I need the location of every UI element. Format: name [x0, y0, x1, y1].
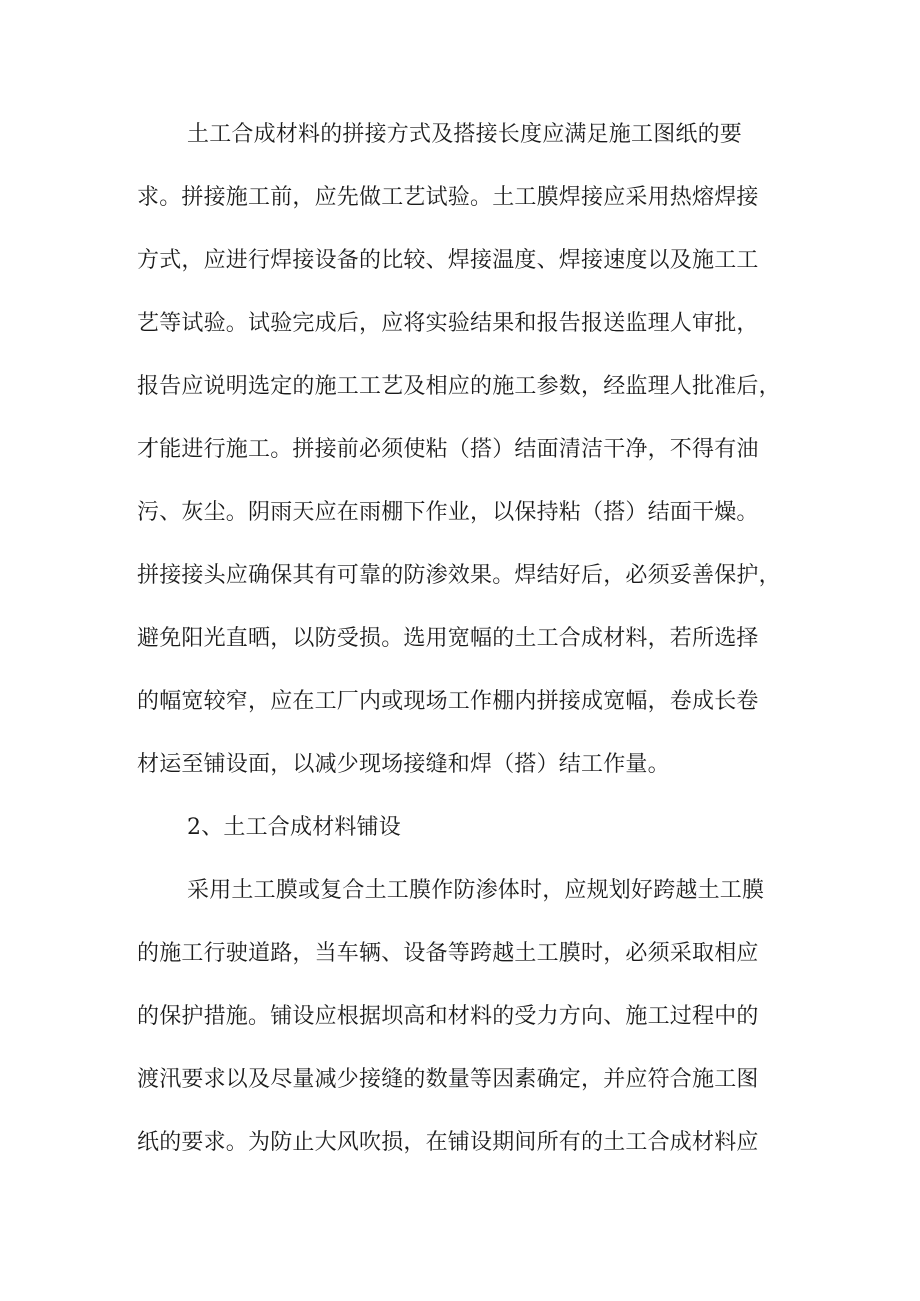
- paragraph-1-line-8: 拼接接头应确保其有可靠的防渗效果。焊结好后，必须妥善保护，: [137, 563, 781, 588]
- paragraph-1-line-2: 求。拼接施工前，应先做工艺试验。土工膜焊接应采用热熔焊接: [137, 185, 759, 210]
- paragraph-1-line-6: 才能进行施工。拼接前必须使粘（搭）结面清洁干净，不得有油: [137, 437, 759, 462]
- section-heading: 2、土工合成材料铺设: [187, 815, 401, 840]
- paragraph-1-line-4: 艺等试验。试验完成后，应将实验结果和报告报送监理人审批，: [137, 311, 759, 336]
- paragraph-1-line-10: 的幅宽较窄，应在工厂内或现场工作棚内拼接成宽幅，卷成长卷: [137, 689, 759, 714]
- paragraph-2-line-2: 的施工行驶道路，当车辆、设备等跨越土工膜时，必须采取相应: [137, 941, 759, 966]
- paragraph-1-line-5: 报告应说明选定的施工工艺及相应的施工参数，经监理人批准后，: [137, 374, 781, 399]
- paragraph-1-line-1: 土工合成材料的拼接方式及搭接长度应满足施工图纸的要: [187, 122, 743, 147]
- paragraph-2-line-5: 纸的要求。为防止大风吹损，在铺设期间所有的土工合成材料应: [137, 1130, 759, 1155]
- paragraph-1-line-3: 方式，应进行焊接设备的比较、焊接温度、焊接速度以及施工工: [137, 248, 759, 273]
- paragraph-2-line-1: 采用土工膜或复合土工膜作防渗体时，应规划好跨越土工膜: [187, 878, 765, 903]
- paragraph-1-line-9: 避免阳光直晒，以防受损。选用宽幅的土工合成材料，若所选择: [137, 626, 759, 651]
- paragraph-1-line-7: 污、灰尘。阴雨天应在雨棚下作业，以保持粘（搭）结面干燥。: [137, 500, 759, 525]
- paragraph-2-line-3: 的保护措施。铺设应根据坝高和材料的受力方向、施工过程中的: [137, 1004, 759, 1029]
- paragraph-2-line-4: 渡汛要求以及尽量减少接缝的数量等因素确定，并应符合施工图: [137, 1067, 759, 1092]
- paragraph-1-line-11: 材运至铺设面，以减少现场接缝和焊（搭）结工作量。: [137, 752, 670, 777]
